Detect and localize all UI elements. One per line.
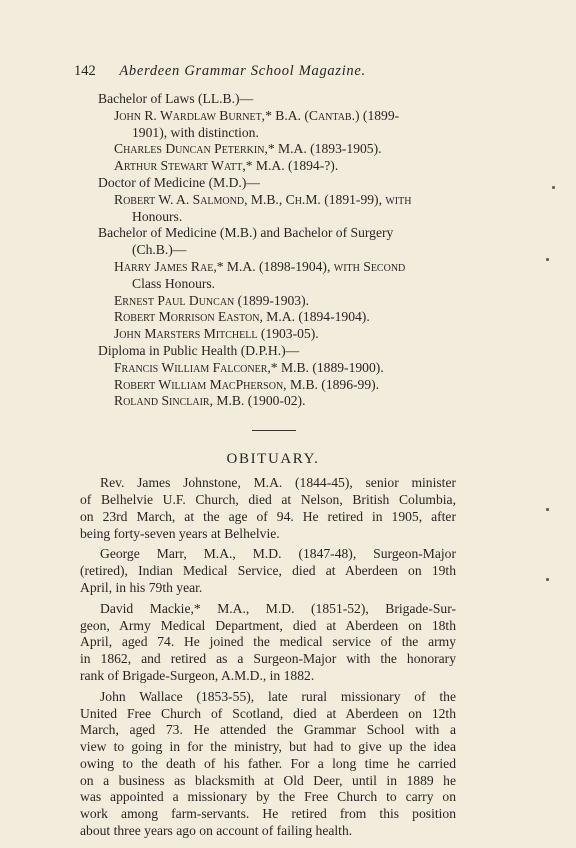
obituary-heading: OBITUARY. [226,451,320,468]
obituary-line: on 23rd March, at the age of 94. He retired in 1905, after [80,508,456,524]
obituary-list [80,475,456,840]
obituary-line: on a business as blacksmith at Old Deer, until in 1889 he [80,772,456,788]
page-number: 142 [74,63,96,79]
obituary-line: about three years ago on account of failing health. [80,823,353,839]
obituary-line: rank of Brigade-Surgeon, A.M.D., in 1882. [80,667,315,683]
obituary-paragraph [80,475,456,542]
graduate-entry: Roland Sinclair, M.B. (1900-02). [114,393,306,409]
degree-heading: Bachelor of Medicine (M.B.) and Bachelor of Surgery [98,225,394,241]
obituary-line: view to going in for the ministry, but had to give up the idea [80,739,456,755]
graduate-entry: John R. Wardlaw Burnet,* B.A. (Cantab.) (1899- [114,107,400,123]
graduate-entry: Arthur Stewart Watt,* M.A. (1894-?). [114,158,339,174]
graduate-entry: Ernest Paul Duncan (1899-1903). [114,292,310,308]
graduate-entry: Honours. [132,208,183,224]
graduate-entry: 1901), with distinction. [132,124,259,140]
obituary-paragraph [80,601,456,685]
obituary-line: owing to the death of his father. For a long time he carried [80,755,456,771]
obituary-paragraph [80,689,456,840]
obituary-line: David Mackie,* M.A., M.D. (1851-52), Brigade-Sur- [100,600,456,616]
degree-heading: Doctor of Medicine (M.D.)— [98,174,260,190]
margin-speck [546,258,549,261]
degree-heading: Diploma in Public Health (D.P.H.)— [98,342,300,358]
graduate-entry: Robert Morrison Easton, M.A. (1894-1904). [114,309,370,325]
obituary-line: being forty-seven years at Belhelvie. [80,525,280,541]
page-body [80,91,456,840]
margin-speck [552,186,555,189]
graduate-entry: Francis William Falconer,* M.B. (1889-1900). [114,359,384,375]
section-divider [252,430,296,431]
magazine-title: Aberdeen Grammar School Magazine. [119,63,366,79]
obituary-line: George Marr, M.A., M.D. (1847-48), Surgeon-Major [100,546,456,562]
margin-speck [546,578,549,581]
graduate-entry: John Marsters Mitchell (1903-05). [114,326,319,342]
graduate-entry: Robert W. A. Salmond, M.B., Ch.M. (1891-99), with [114,191,412,207]
obituary-line: (retired), Indian Medical Service, died at Aberdeen on 19th [80,563,456,579]
graduate-entry: Harry James Rae,* M.A. (1898-1904), with Second [114,258,406,274]
obituary-paragraph [80,546,456,596]
graduate-entry: (Ch.B.)— [132,242,187,258]
obituary-line: in 1862, and retired as a Surgeon-Major with the honorary [80,651,456,667]
graduate-entry: Class Honours. [132,275,216,291]
obituary-line: of Belhelvie U.F. Church, died at Nelson, British Columbia, [80,491,456,507]
degrees-list [80,91,456,410]
running-head [74,61,454,81]
margin-speck [546,508,549,511]
degree-heading: Bachelor of Laws (LL.B.)— [98,91,254,106]
obituary-line: was appointed a missionary by the Free Church to carry on [80,789,456,805]
obituary-line: April, aged 74. He joined the medical service of the army [80,634,456,650]
obituary-line: April, in his 79th year. [80,579,203,595]
obituary-line: Rev. James Johnstone, M.A. (1844-45), senior minister [100,475,456,491]
obituary-line: John Wallace (1853-55), late rural missionary of the [100,688,456,704]
graduate-entry: Charles Duncan Peterkin,* M.A. (1893-1905). [114,141,382,157]
obituary-line: United Free Church of Scotland, died at Aberdeen on 12th [80,705,456,721]
obituary-line: geon, Army Medical Department, died at Aberdeen on 18th [80,617,456,633]
graduate-entry: Robert William MacPherson, M.B. (1896-99). [114,376,380,392]
obituary-line: March, aged 73. He attended the Grammar School with a [80,722,456,738]
obituary-line: work among farm-servants. He retired from this position [80,806,456,822]
